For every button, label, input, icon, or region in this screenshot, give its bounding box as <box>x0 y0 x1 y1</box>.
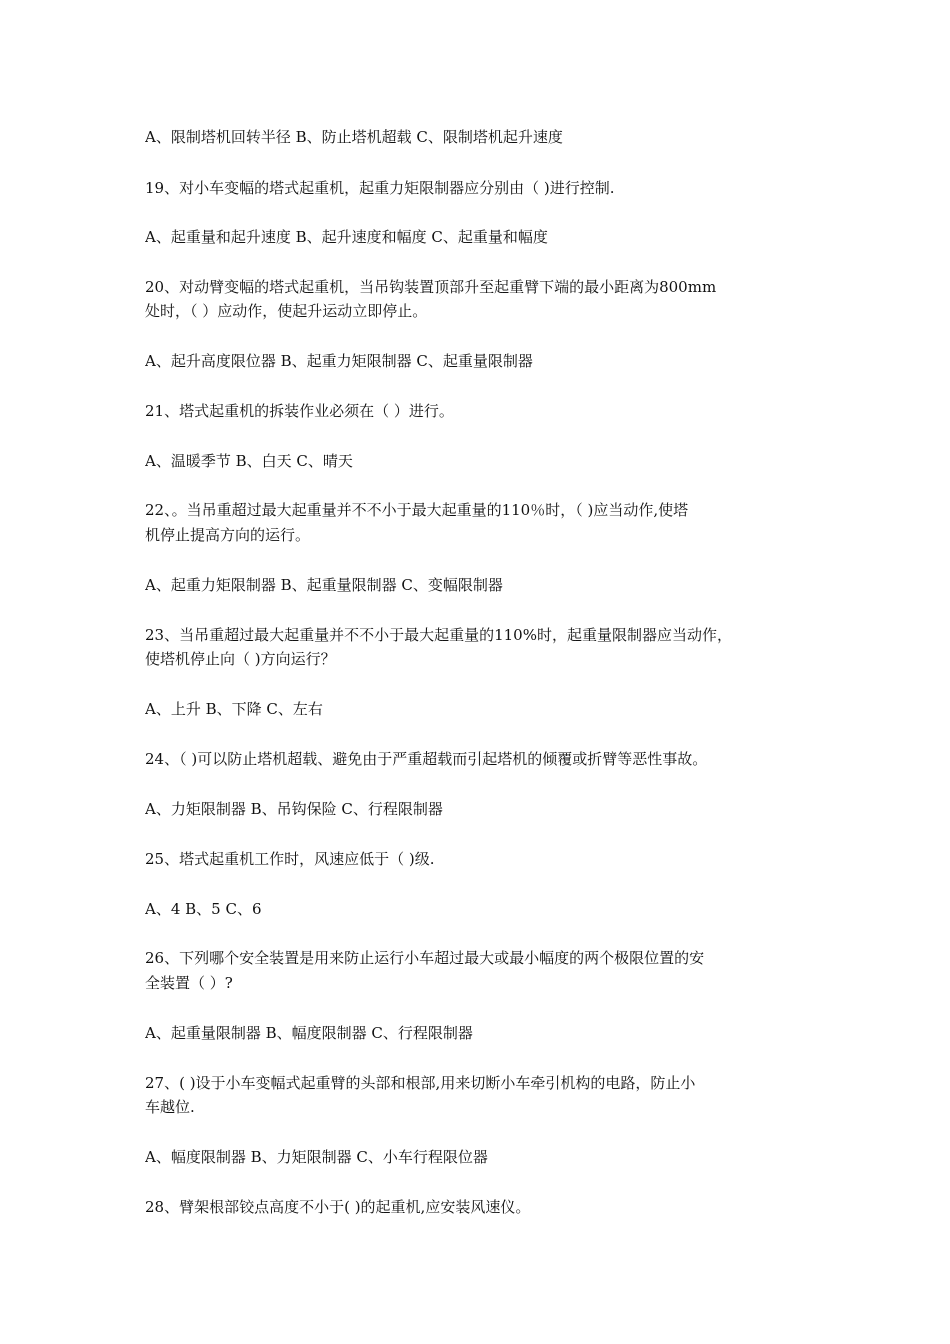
answer-options-26: A、起重量限制器 B、幅度限制器 C、行程限制器 <box>145 1024 473 1042</box>
question-19: 19、对小车变幅的塔式起重机，起重力矩限制器应分别由（ )进行控制. <box>145 179 615 197</box>
question-27-line-1: 27、( )设于小车变幅式起重臂的头部和根部,用来切断小车牵引机构的电路，防止小 <box>145 1074 696 1092</box>
question-22-line-2: 机停止提高方向的运行。 <box>145 526 311 544</box>
answer-options-18: A、限制塔机回转半径 B、防止塔机超载 C、限制塔机起升速度 <box>145 128 563 146</box>
question-27-line-2: 车越位. <box>145 1098 195 1116</box>
answer-options-22: A、起重力矩限制器 B、起重量限制器 C、变幅限制器 <box>145 576 503 594</box>
question-23-line-2: 使塔机停止向（ )方向运行？ <box>145 650 336 668</box>
answer-options-19: A、起重量和起升速度 B、起升速度和幅度 C、起重量和幅度 <box>145 228 548 246</box>
answer-options-20: A、起升高度限位器 B、起重力矩限制器 C、起重量限制器 <box>145 352 533 370</box>
question-22-line-1: 22、。当吊重超过最大起重量并不不小于最大起重量的110％时，（ )应当动作,使塔 <box>145 501 689 519</box>
answer-options-24: A、力矩限制器 B、吊钩保险 C、行程限制器 <box>145 800 443 818</box>
answer-options-25: A、4 B、5 C、6 <box>145 900 262 918</box>
question-20-line-2: 处时，（ ）应动作，使起升运动立即停止。 <box>145 302 428 320</box>
answer-options-21: A、温暖季节 B、白天 C、晴天 <box>145 452 353 470</box>
question-28: 28、臂架根部铰点高度不小于( )的起重机,应安装风速仪。 <box>145 1198 531 1216</box>
answer-options-27: A、幅度限制器 B、力矩限制器 C、小车行程限位器 <box>145 1148 488 1166</box>
question-20-line-1: 20、对动臂变幅的塔式起重机，当吊钩装置顶部升至起重臂下端的最小距离为800mm <box>145 278 717 296</box>
question-25: 25、塔式起重机工作时，风速应低于（ )级. <box>145 850 435 868</box>
question-26-line-1: 26、下列哪个安全装置是用来防止运行小车超过最大或最小幅度的两个极限位置的安 <box>145 949 705 967</box>
question-23-line-1: 23、当吊重超过最大起重量并不不小于最大起重量的110%时，起重量限制器应当动作， <box>145 626 732 644</box>
question-24: 24、（ )可以防止塔机超载、避免由于严重超载而引起塔机的倾覆或折臂等恶性事故。 <box>145 750 708 768</box>
question-21: 21、塔式起重机的拆装作业必须在（ ）进行。 <box>145 402 454 420</box>
answer-options-23: A、上升 B、下降 C、左右 <box>145 700 323 718</box>
question-26-line-2: 全装置（ ）? <box>145 974 233 992</box>
